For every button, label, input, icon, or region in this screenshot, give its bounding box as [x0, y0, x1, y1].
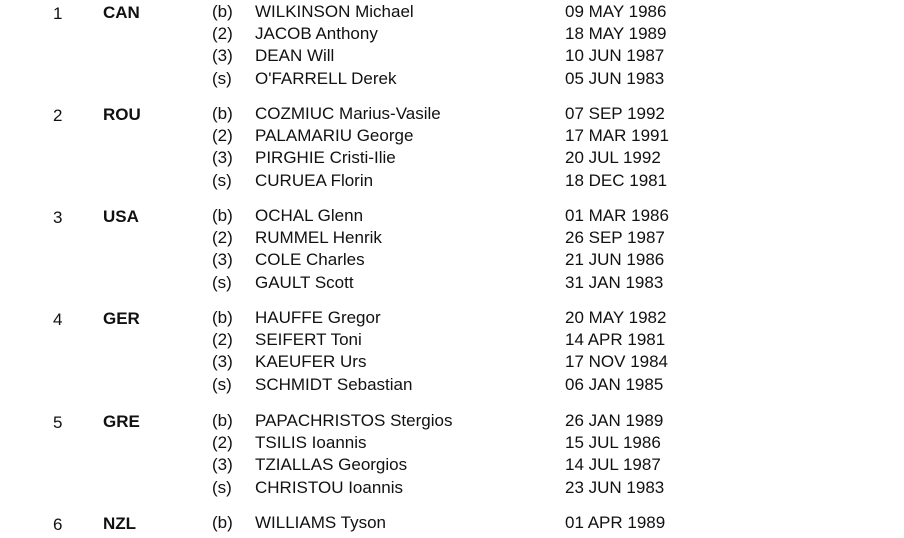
- athlete-name: CHRISTOU Ioannis: [255, 478, 404, 497]
- seat-position: (s): [212, 171, 232, 190]
- seat-position: (b): [212, 104, 233, 123]
- date-of-birth: 05 JUN 1983: [565, 69, 665, 88]
- date-of-birth: 21 JUN 1986: [565, 250, 665, 269]
- athlete-name: COZMIUC Marius-Vasile: [255, 104, 441, 123]
- athlete-row: [0, 45, 904, 67]
- seat-position: (2): [212, 433, 233, 452]
- athlete-row: [0, 454, 904, 476]
- seat-position: (b): [212, 206, 233, 225]
- crew-rank: 1: [53, 4, 63, 23]
- seat-position: (2): [212, 228, 233, 247]
- athlete-name: GAULT Scott: [255, 273, 354, 292]
- seat-position: (2): [212, 330, 233, 349]
- athlete-name: TSILIS Ioannis: [255, 433, 367, 452]
- crew-rank: 6: [53, 515, 63, 534]
- athlete-row: [0, 147, 904, 169]
- athlete-name: COLE Charles: [255, 250, 365, 269]
- crew-country-code: GRE: [103, 412, 140, 431]
- seat-position: (s): [212, 69, 232, 88]
- crew-rank: 3: [53, 208, 63, 227]
- athlete-name: PALAMARIU George: [255, 126, 414, 145]
- date-of-birth: 18 MAY 1989: [565, 24, 667, 43]
- athlete-name: KAEUFER Urs: [255, 352, 367, 371]
- athlete-row: [0, 432, 904, 454]
- athlete-name: OCHAL Glenn: [255, 206, 364, 225]
- date-of-birth: 17 MAR 1991: [565, 126, 669, 145]
- athlete-row: [0, 374, 904, 396]
- athlete-row: [0, 329, 904, 351]
- date-of-birth: 23 JUN 1983: [565, 478, 665, 497]
- date-of-birth: 06 JAN 1985: [565, 375, 664, 394]
- date-of-birth: 01 MAR 1986: [565, 206, 669, 225]
- seat-position: (b): [212, 513, 233, 532]
- seat-position: (b): [212, 411, 233, 430]
- date-of-birth: 17 NOV 1984: [565, 352, 669, 371]
- date-of-birth: 14 JUL 1987: [565, 455, 661, 474]
- date-of-birth: 09 MAY 1986: [565, 2, 667, 21]
- seat-position: (3): [212, 250, 233, 269]
- date-of-birth: 15 JUL 1986: [565, 433, 661, 452]
- athlete-name: JACOB Anthony: [255, 24, 378, 43]
- athlete-row: [0, 227, 904, 249]
- date-of-birth: 31 JAN 1983: [565, 273, 664, 292]
- athlete-name: SCHMIDT Sebastian: [255, 375, 413, 394]
- crew-rank: 5: [53, 413, 63, 432]
- athlete-row: [0, 125, 904, 147]
- athlete-row: [0, 1, 904, 23]
- seat-position: (3): [212, 148, 233, 167]
- athlete-row: [0, 477, 904, 499]
- athlete-name: PIRGHIE Cristi-Ilie: [255, 148, 396, 167]
- date-of-birth: 14 APR 1981: [565, 330, 666, 349]
- athlete-name: RUMMEL Henrik: [255, 228, 382, 247]
- seat-position: (s): [212, 478, 232, 497]
- athlete-row: [0, 170, 904, 192]
- seat-position: (s): [212, 375, 232, 394]
- date-of-birth: 26 JAN 1989: [565, 411, 664, 430]
- date-of-birth: 18 DEC 1981: [565, 171, 668, 190]
- athlete-name: PAPACHRISTOS Stergios: [255, 411, 453, 430]
- athlete-row: [0, 351, 904, 373]
- date-of-birth: 07 SEP 1992: [565, 104, 665, 123]
- crew-rank: 4: [53, 310, 63, 329]
- athlete-name: HAUFFE Gregor: [255, 308, 381, 327]
- athlete-name: O'FARRELL Derek: [255, 69, 397, 88]
- athlete-row: [0, 205, 904, 227]
- athlete-row: [0, 307, 904, 329]
- athlete-name: WILKINSON Michael: [255, 2, 414, 21]
- crew-rank: 2: [53, 106, 63, 125]
- date-of-birth: 10 JUN 1987: [565, 46, 665, 65]
- crew-country-code: NZL: [103, 514, 137, 533]
- seat-position: (2): [212, 126, 233, 145]
- date-of-birth: 20 JUL 1992: [565, 148, 661, 167]
- seat-position: (b): [212, 2, 233, 21]
- seat-position: (3): [212, 352, 233, 371]
- athlete-name: DEAN Will: [255, 46, 335, 65]
- athlete-name: SEIFERT Toni: [255, 330, 362, 349]
- athlete-name: TZIALLAS Georgios: [255, 455, 408, 474]
- date-of-birth: 20 MAY 1982: [565, 308, 667, 327]
- seat-position: (b): [212, 308, 233, 327]
- seat-position: (2): [212, 24, 233, 43]
- date-of-birth: 26 SEP 1987: [565, 228, 665, 247]
- athlete-row: [0, 249, 904, 271]
- crew-country-code: USA: [103, 207, 139, 226]
- athlete-row: [0, 512, 904, 534]
- athlete-row: [0, 68, 904, 90]
- athlete-row: [0, 103, 904, 125]
- crew-country-code: GER: [103, 309, 140, 328]
- athlete-row: [0, 23, 904, 45]
- athlete-name: CURUEA Florin: [255, 171, 374, 190]
- seat-position: (s): [212, 273, 232, 292]
- athlete-row: [0, 272, 904, 294]
- date-of-birth: 01 APR 1989: [565, 513, 666, 532]
- athlete-name: WILLIAMS Tyson: [255, 513, 387, 532]
- seat-position: (3): [212, 46, 233, 65]
- seat-position: (3): [212, 455, 233, 474]
- crew-country-code: ROU: [103, 105, 141, 124]
- crew-country-code: CAN: [103, 3, 140, 22]
- athlete-row: [0, 410, 904, 432]
